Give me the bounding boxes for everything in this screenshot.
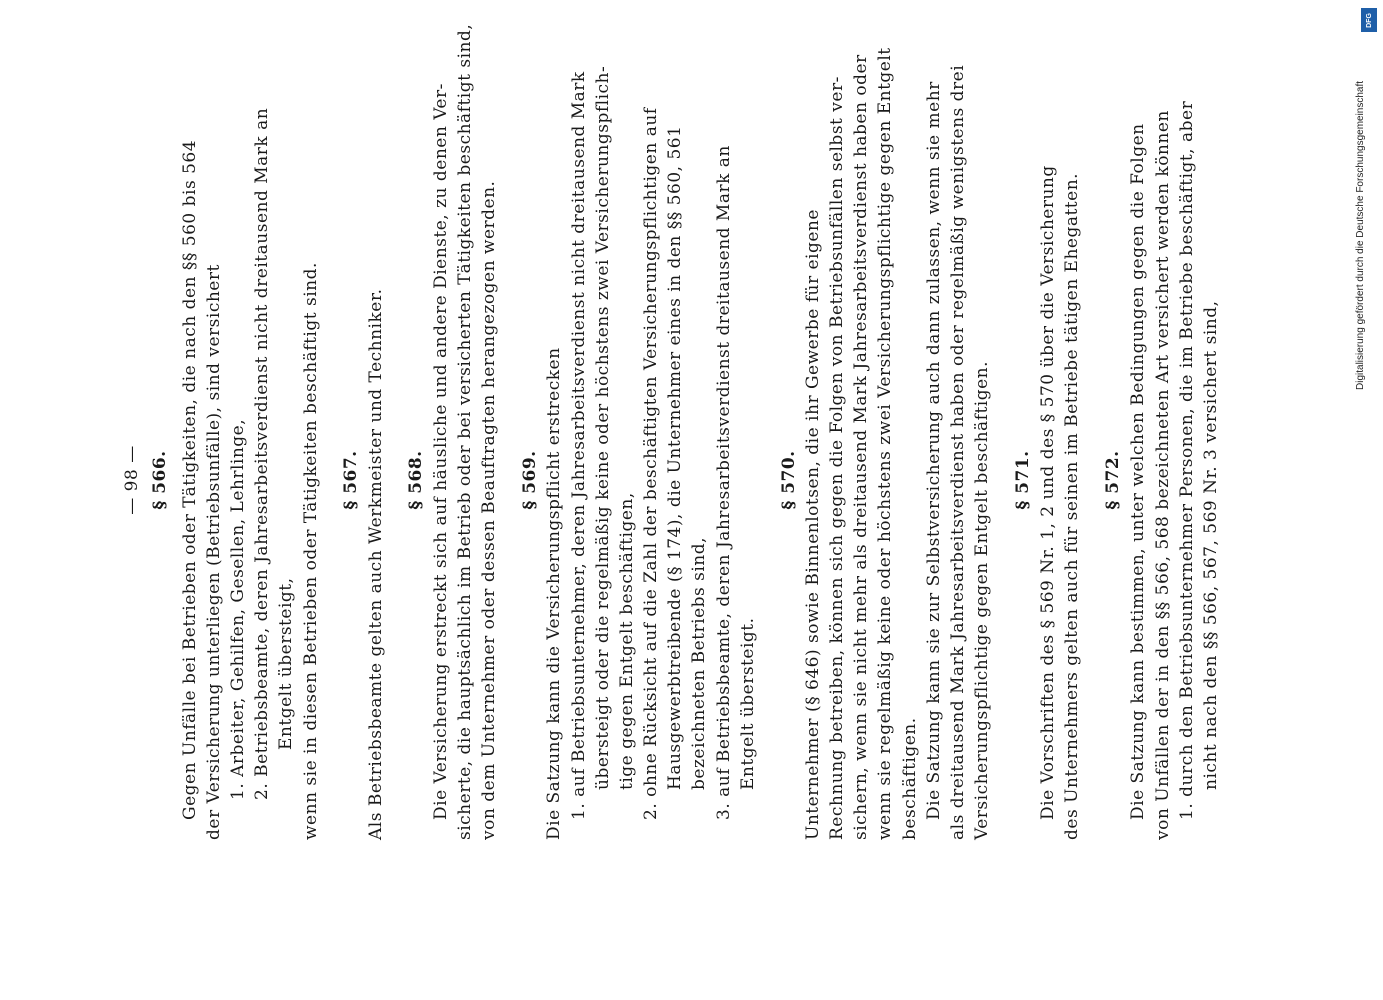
text-line: 3. auf Betriebsbeamte, deren Jahresarbeitsverdienst dreitausend Mark an bbox=[714, 145, 734, 820]
text-line: 1. durch den Betriebsunternehmer Personen, die im Betriebe beschäftigt, aber bbox=[1177, 100, 1197, 820]
text-line: 2. Betriebsbeamte, deren Jahresarbeitsverdienst nicht dreitausend Mark an bbox=[252, 107, 272, 800]
text-line: beschäftigen. bbox=[900, 717, 920, 840]
text-line: als dreitausend Mark Jahresarbeitsverdienst haben oder regelmäßig wenigstens drei bbox=[948, 64, 968, 840]
section-heading: § 570. bbox=[779, 450, 799, 510]
text-line: des Unternehmers gelten auch für seinen im Betriebe tätigen Ehegatten. bbox=[1062, 172, 1082, 840]
text-line: Unternehmer (§ 646) sowie Binnenlotsen, die ihr Gewerbe für eigene bbox=[803, 209, 823, 840]
text-line: Gegen Unfälle bei Betrieben oder Tätigkeiten, die nach den §§ 560 bis 564 bbox=[180, 139, 200, 820]
text-line: Hausgewerbtreibende (§ 174), die Unternehmer eines in den §§ 560, 561 bbox=[665, 125, 685, 790]
text-line: 2. ohne Rücksicht auf die Zahl der beschäftigten Versicherungspflichtigen auf bbox=[641, 107, 661, 820]
text-line: Die Satzung kann sie zur Selbstversicherung auch dann zulassen, wenn sie mehr bbox=[924, 81, 944, 820]
section-heading: § 568. bbox=[406, 450, 426, 510]
text-line: 1. Arbeiter, Gehilfen, Gesellen, Lehrlinge, bbox=[228, 418, 248, 800]
digitization-credit-text: Digitalisierung gefördert durch die Deutsche Forschungsgemeinschaft bbox=[1355, 80, 1366, 390]
text-line: 1. auf Betriebsunternehmer, deren Jahresarbeitsverdienst nicht dreitausend Mark bbox=[569, 71, 589, 820]
dfg-logo: DFG bbox=[1361, 8, 1377, 32]
text-line: wenn sie regelmäßig keine oder höchstens zwei Versicherungspflichtige gegen Entgelt bbox=[875, 47, 895, 840]
text-line: sichern, wenn sie nicht mehr als dreitausend Mark Jahresarbeitsverdienst haben oder bbox=[851, 54, 871, 840]
text-line: der Versicherung unterliegen (Betriebsunfälle), sind versichert bbox=[204, 264, 224, 840]
text-line: von dem Unternehmer oder dessen Beauftragten herangezogen werden. bbox=[479, 180, 499, 840]
text-line: Entgelt übersteigt. bbox=[738, 617, 758, 790]
text-line: bezeichneten Betriebs sind, bbox=[689, 536, 709, 790]
text-line: Die Vorschriften des § 569 Nr. 1, 2 und des § 570 über die Versicherung bbox=[1038, 165, 1058, 820]
section-heading: § 569. bbox=[520, 450, 540, 510]
section-heading: § 566. bbox=[150, 450, 170, 510]
text-line: Rechnung betreiben, können sich gegen die Folgen von Betriebsunfällen selbst ver- bbox=[827, 76, 847, 840]
text-line: sicherte, die hauptsächlich im Betrieb oder bei versicherten Tätigkeiten beschäftigt sind, bbox=[455, 23, 475, 840]
text-line: übersteigt oder die regelmäßig keine oder höchstens zwei Versicherungspflich- bbox=[593, 65, 613, 790]
text-line: Die Satzung kann bestimmen, unter welchen Bedingungen gegen die Folgen bbox=[1128, 123, 1148, 820]
digitization-credit bbox=[1351, 10, 1375, 390]
text-line: Die Satzung kann die Versicherungspflicht erstrecken bbox=[544, 347, 564, 840]
text-line: Versicherungspflichtige gegen Entgelt beschäftigen. bbox=[972, 360, 992, 840]
page-number: — 98 — bbox=[122, 445, 142, 515]
text-line: tige gegen Entgelt beschäftigen, bbox=[617, 492, 637, 790]
text-line: Entgelt übersteigt, bbox=[276, 577, 296, 750]
text-line: von Unfällen der in den §§ 566, 568 bezeichneten Art versichert werden können bbox=[1153, 110, 1173, 840]
text-line: Als Betriebsbeamte gelten auch Werkmeister und Techniker. bbox=[366, 288, 386, 840]
text-line: nicht nach den §§ 566, 567, 569 Nr. 3 versichert sind, bbox=[1201, 300, 1221, 790]
text-line: wenn sie in diesen Betrieben oder Tätigkeiten beschäftigt sind. bbox=[301, 262, 321, 840]
text-line: Die Versicherung erstreckt sich auf häusliche und andere Dienste, zu denen Ver- bbox=[431, 83, 451, 820]
section-heading: § 567. bbox=[341, 450, 361, 510]
section-heading: § 571. bbox=[1013, 450, 1033, 510]
section-heading: § 572. bbox=[1103, 450, 1123, 510]
